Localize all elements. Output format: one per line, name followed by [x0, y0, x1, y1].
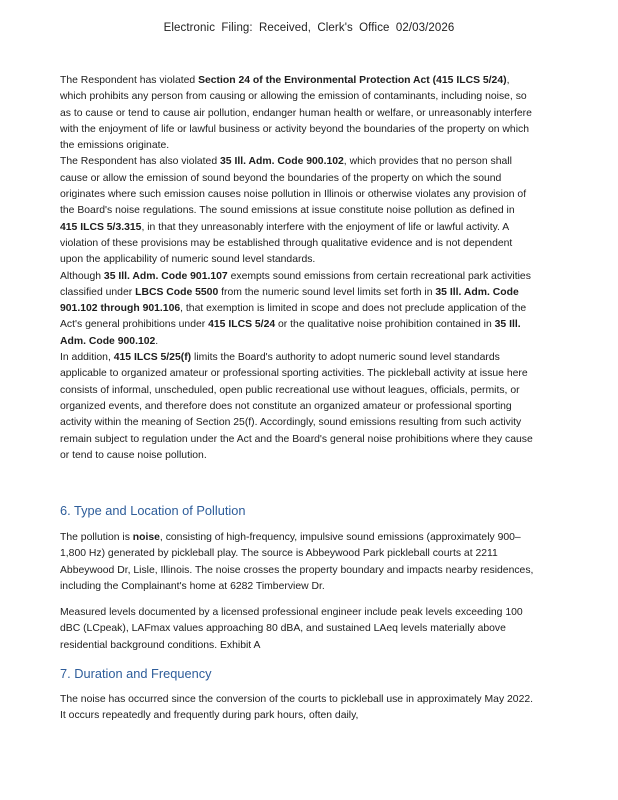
citation-5-24: 415 ILCS 5/24 — [208, 319, 276, 331]
citation-25f: 415 ILCS 5/25(f) — [113, 352, 192, 364]
text-run: , that exemption is limited in scope and does not preclude application of the Act's general prohibitions under — [60, 303, 527, 331]
text-run: , which provides that no person shall cause or allow the emission of sound beyond the boundaries of the property on which the sound originates where such emission causes noise pollution in Illinois or otherwise violates any provision of the Board's noise regulations. The sound emissions at issue constitute noise pollution as defined in — [60, 156, 527, 217]
text-run: from the numeric sound level limits set forth in — [218, 286, 436, 298]
citation-lbcs-5500: LBCS Code 5500 — [135, 286, 219, 298]
paragraph-901-107 — [60, 269, 534, 350]
citation-900-102: 35 Ill. Adm. Code 900.102 — [220, 156, 344, 168]
paragraph-900-102 — [60, 154, 534, 268]
text-run: or the qualitative noise prohibition contained in — [275, 319, 495, 331]
section-7-body — [60, 692, 534, 725]
paragraph-gap — [60, 595, 534, 605]
text-run: In addition, — [60, 352, 114, 364]
section-6-body — [60, 530, 534, 654]
paragraph-25f — [60, 350, 534, 464]
noise-term: noise — [132, 532, 160, 543]
citation-section-24: Section 24 of the Environmental Protection Act (415 ILCS 5/24) — [198, 75, 507, 86]
text-run: limits the Board's authority to adopt numeric sound level standards applicable to organized amateur or professional sporting activities. The pickleball activity at issue here consists of informal, unscheduled, open public recreational use without leagues, officials, permits, or organized events, and therefore does not constitute an organized amateur or professional sporting activity within the meaning of Section 25(f). Accordingly, sound emissions resulting from such activity remain subject to regulation under the Act and the Board's general noise prohibitions where they cause or tend to cause noise pollution. — [60, 352, 533, 461]
text-run: The Respondent has violated — [60, 75, 199, 86]
violations-section — [60, 73, 534, 464]
text-run: exempts sound emissions from certain recreational park activities classified under — [60, 270, 531, 298]
citation-901-102-106: 35 Ill. Adm. Code 901.102 through 901.106 — [60, 286, 519, 315]
citation-900-102-b: 35 Ill. Adm. Code 900.102 — [60, 319, 521, 347]
section-7-heading: 7. Duration and Frequency — [60, 666, 212, 681]
paragraph-pollution-type — [60, 530, 534, 595]
section-6-heading: 6. Type and Location of Pollution — [60, 503, 246, 518]
paragraph-section-24 — [60, 73, 534, 154]
paragraph-duration: The noise has occurred since the conversion of the courts to pickleball use in approximately May 2022. It occurs repeatedly and frequently during park hours, often daily, — [60, 694, 534, 722]
citation-3-315: 415 ILCS 5/3.315 — [60, 221, 142, 233]
text-run: , which prohibits any person from causing or allowing the emission of contaminants, including noise, so as to cause or tend to cause air pollution, endanger human health or welfare, or unreasonably interfere with the enjoyment of life or lawful business or activity beyond the boundaries of the property on which the emissions originate. — [60, 75, 532, 152]
text-run: , consisting of high-frequency, impulsive sound emissions (approximately 900–1,800 Hz) generated by pickleball play. The source is Abbeywood Park pickleball courts at 2211 Abbeywood Dr, Lisle, Illinois. The noise crosses the property boundary and impacts nearby residences, including the Complainant's home at 6282 Timberview Dr. — [60, 532, 534, 592]
text-run: , in that they unreasonably interfere with the enjoyment of life or lawful activity. A violation of these provisions may be established through qualitative evidence and is not dependent upon the applicability of numeric sound level standards. — [60, 221, 513, 266]
filing-stamp-header: Electronic Filing: Received, Clerk's Office 02/03/2026 — [163, 22, 455, 34]
paragraph-measured-levels: Measured levels documented by a licensed professional engineer include peak levels exceeding 100 dBC (LCpeak), LAFmax values approaching 80 dBA, and sustained LAeq levels materially above residential background conditions. Exhibit A — [60, 607, 523, 651]
text-run: Although — [60, 270, 104, 282]
text-run: . — [155, 335, 159, 347]
text-run: The Respondent has also violated — [60, 156, 221, 168]
text-run: The pollution is — [60, 532, 133, 543]
citation-901-107: 35 Ill. Adm. Code 901.107 — [103, 270, 228, 282]
